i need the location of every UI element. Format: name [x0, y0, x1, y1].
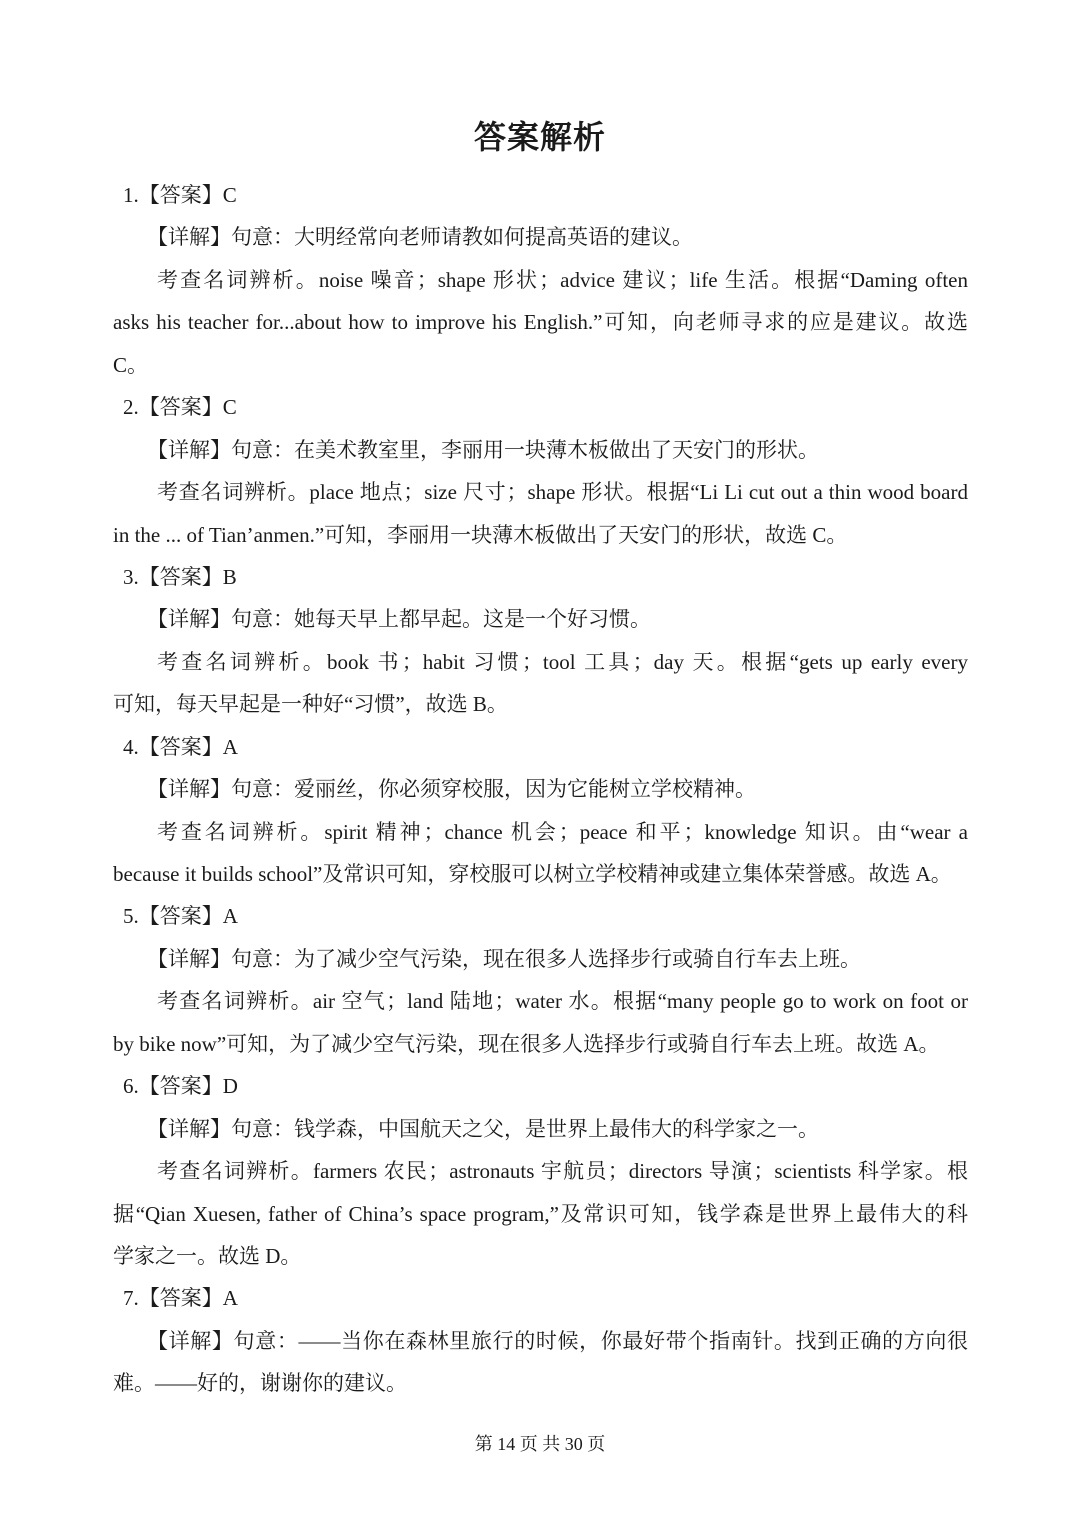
analysis-line: 据“Qian Xuesen, father of China’s space program,”及常识可知，钱学森是世界上最伟大的科 [113, 1201, 968, 1226]
analysis-line: 考查名词辨析。book 书；habit 习惯；tool 工具；day 天。根据“gets up early every [157, 649, 968, 674]
answer-label: 4.【答案】A [123, 734, 238, 759]
answer-label: 1.【答案】C [123, 183, 237, 207]
answer-label: 2.【答案】C [123, 395, 237, 420]
detail-line: 【详解】句意：钱学森，中国航天之父，是世界上最伟大的科学家之一。 [147, 1116, 819, 1141]
answer-label: 6.【答案】D [123, 1074, 238, 1099]
analysis-line: because it builds school”及常识可知，穿校服可以树立学校精神或建立集体荣誉感。故选 A。 [113, 862, 952, 886]
analysis-line: 考查名词辨析。place 地点；size 尺寸；shape 形状。根据“Li Li cut out a thin wood board [157, 480, 968, 505]
answer-item [113, 174, 968, 386]
analysis-line: 可知，每天早起是一种好“习惯”，故选 B。 [113, 692, 508, 717]
analysis-line: asks his teacher for...about how to improve his English.”可知，向老师寻求的应是建议。故选 [113, 310, 968, 335]
analysis-line: 学家之一。故选 D。 [113, 1243, 302, 1268]
analysis-line: 考查名词辨析。spirit 精神；chance 机会；peace 和平；knowledge 知识。由“wear a [157, 819, 968, 844]
analysis-line: 考查名词辨析。air 空气；land 陆地；water 水。根据“many people go to work on foot or [157, 989, 968, 1014]
answer-item [113, 895, 968, 1065]
answer-item [113, 1277, 968, 1404]
detail-line: 【详解】句意：在美术教室里，李丽用一块薄木板做出了天安门的形状。 [147, 437, 819, 462]
analysis-line: in the ... of Tian’anmen.”可知，李丽用一块薄木板做出了天安门的形状，故选 C。 [113, 522, 848, 547]
answer-item [113, 726, 968, 896]
page-number: 第 14 页 共 30 页 [474, 1434, 606, 1454]
detail-line: 【详解】句意：爱丽丝，你必须穿校服，因为它能树立学校精神。 [147, 777, 756, 802]
answer-item [113, 1065, 968, 1277]
analysis-line: 考查名词辨析。farmers 农民；astronauts 宇航员；directors 导演；scientists 科学家。根 [157, 1159, 968, 1184]
answer-item [113, 386, 968, 556]
page-title: 答案解析 [473, 118, 606, 156]
analysis-line: C。 [113, 352, 149, 377]
analysis-line: by bike now”可知，为了减少空气污染，现在很多人选择步行或骑自行车去上班。故选 A。 [113, 1031, 940, 1056]
answer-item [113, 556, 968, 726]
detail-line: 【详解】句意：她每天早上都早起。这是一个好习惯。 [147, 607, 651, 632]
answer-label: 3.【答案】B [123, 564, 237, 589]
answer-list [113, 174, 968, 1405]
detail-line: 【详解】句意：为了减少空气污染，现在很多人选择步行或骑自行车去上班。 [147, 946, 861, 971]
answer-label: 5.【答案】A [123, 904, 238, 929]
analysis-line: 考查名词辨析。noise 噪音；shape 形状；advice 建议；life 生活。根据“Daming often [157, 267, 968, 292]
detail-line: 难。——好的，谢谢你的建议。 [113, 1371, 407, 1396]
detail-line: 【详解】句意：——当你在森林里旅行的时候，你最好带个指南针。找到正确的方向很 [147, 1328, 968, 1353]
answer-label: 7.【答案】A [123, 1286, 238, 1311]
detail-line: 【详解】句意：大明经常向老师请教如何提高英语的建议。 [147, 225, 693, 250]
